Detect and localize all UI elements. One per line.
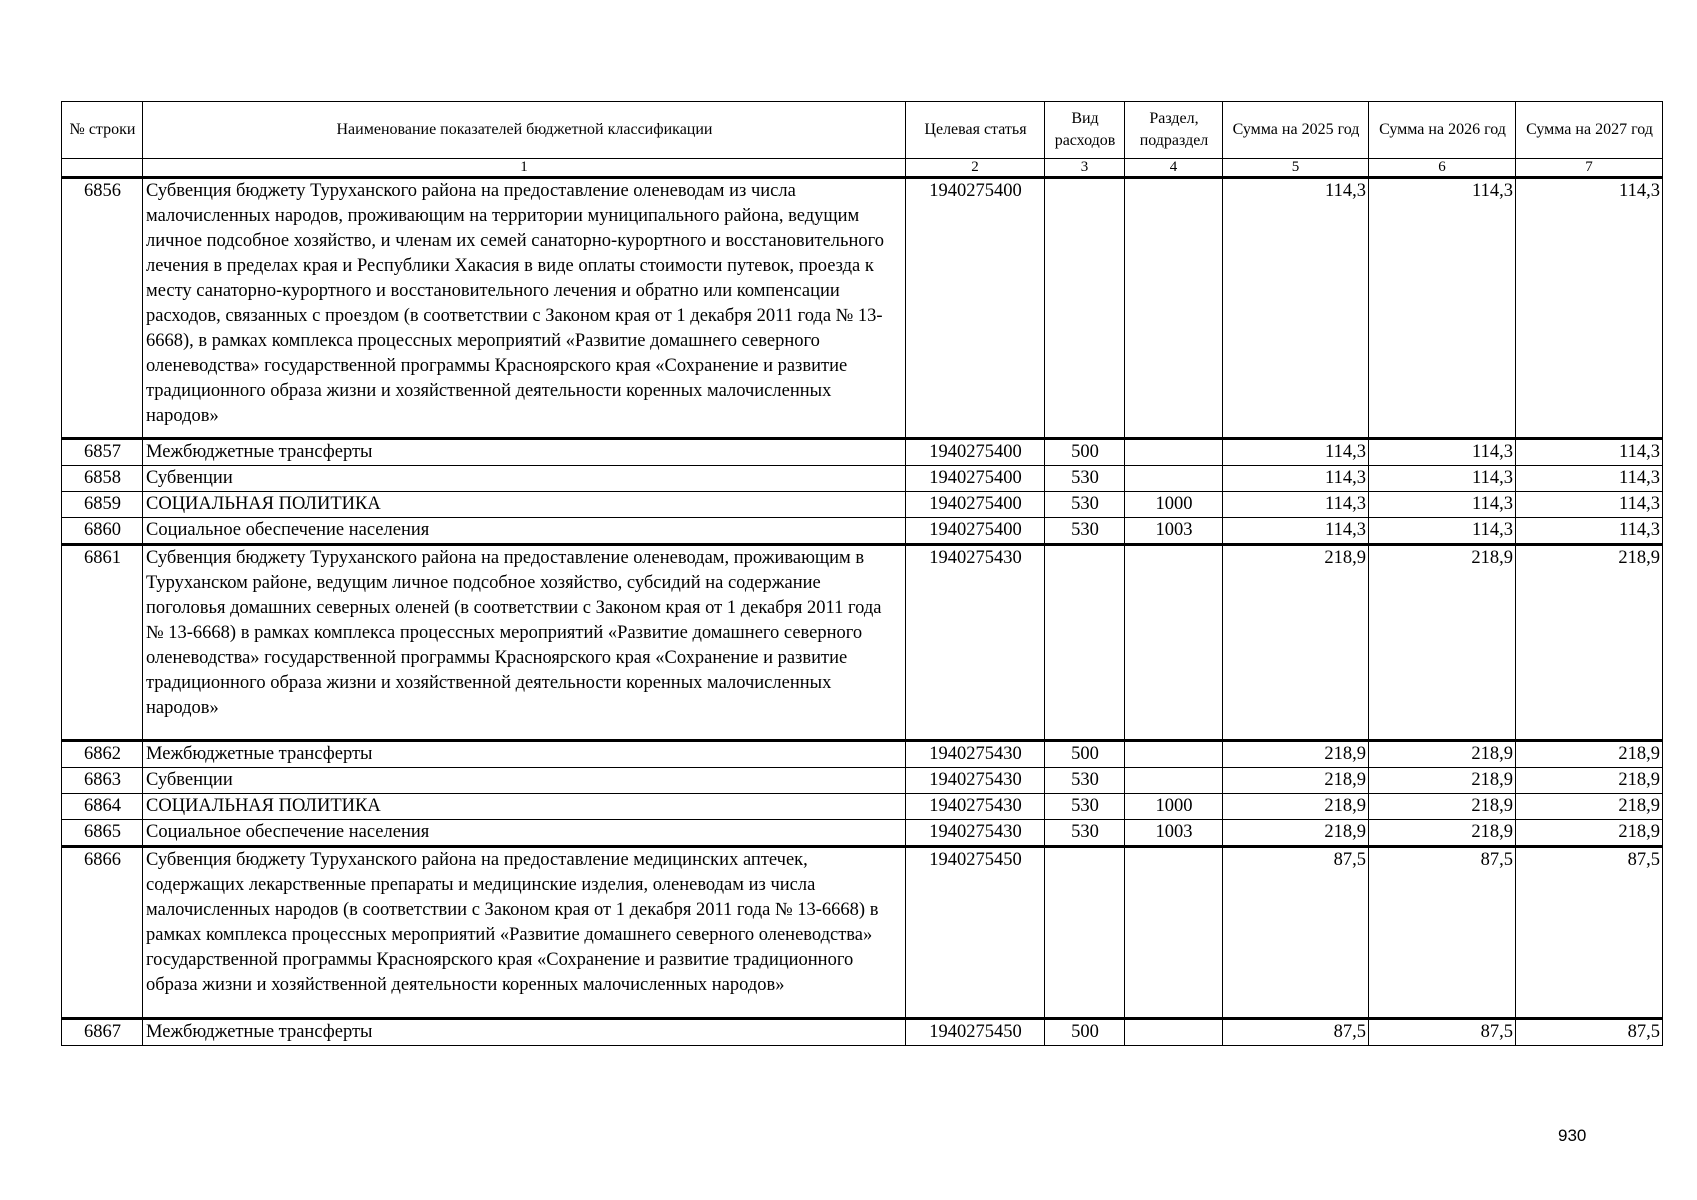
table-header: [62, 102, 1663, 178]
row-sum-2025: 218,9: [1223, 545, 1369, 741]
row-number: 6863: [62, 768, 143, 794]
row-sum-2025: 218,9: [1223, 768, 1369, 794]
row-target-code: 1940275430: [906, 768, 1045, 794]
page-number: 930: [1558, 1126, 1587, 1145]
row-sum-2025: 114,3: [1223, 518, 1369, 545]
row-sum-2027: 114,3: [1516, 492, 1663, 518]
header-target: Целевая статья: [906, 102, 1045, 159]
row-section: 1003: [1125, 820, 1223, 847]
table-row: [62, 439, 1663, 466]
row-section: [1125, 741, 1223, 768]
row-expense-type: [1045, 545, 1125, 741]
row-name: Социальное обеспечение населения: [143, 820, 906, 847]
row-target-code: 1940275400: [906, 439, 1045, 466]
table-row: [62, 820, 1663, 847]
row-name: СОЦИАЛЬНАЯ ПОЛИТИКА: [143, 794, 906, 820]
row-expense-type: 500: [1045, 741, 1125, 768]
table-row: [62, 1019, 1663, 1046]
row-section: [1125, 1019, 1223, 1046]
row-number: 6857: [62, 439, 143, 466]
table-row: [62, 545, 1663, 741]
column-number: 1: [143, 159, 906, 178]
row-target-code: 1940275400: [906, 492, 1045, 518]
row-sum-2027: 114,3: [1516, 178, 1663, 439]
row-number: 6861: [62, 545, 143, 741]
row-sum-2026: 114,3: [1369, 518, 1516, 545]
row-sum-2025: 87,5: [1223, 1019, 1369, 1046]
column-number: 4: [1125, 159, 1223, 178]
row-sum-2026: 114,3: [1369, 466, 1516, 492]
row-sum-2027: 218,9: [1516, 545, 1663, 741]
row-expense-type: 530: [1045, 820, 1125, 847]
row-section: 1003: [1125, 518, 1223, 545]
row-sum-2026: 114,3: [1369, 439, 1516, 466]
row-name: Межбюджетные трансферты: [143, 1019, 906, 1046]
table-row: [62, 768, 1663, 794]
row-sum-2026: 218,9: [1369, 545, 1516, 741]
row-name: Субвенции: [143, 768, 906, 794]
column-number: 7: [1516, 159, 1663, 178]
row-sum-2025: 218,9: [1223, 820, 1369, 847]
row-expense-type: [1045, 847, 1125, 1019]
row-number: 6862: [62, 741, 143, 768]
table-row: [62, 794, 1663, 820]
header-expense-type: Вид расходов: [1045, 102, 1125, 159]
table-row: [62, 741, 1663, 768]
row-expense-type: 530: [1045, 768, 1125, 794]
header-sum-2027: Сумма на 2027 год: [1516, 102, 1663, 159]
row-number: 6865: [62, 820, 143, 847]
row-target-code: 1940275450: [906, 1019, 1045, 1046]
row-sum-2026: 114,3: [1369, 178, 1516, 439]
table-row: [62, 847, 1663, 1019]
row-section: [1125, 466, 1223, 492]
row-sum-2027: 87,5: [1516, 847, 1663, 1019]
row-target-code: 1940275430: [906, 794, 1045, 820]
table-row: [62, 178, 1663, 439]
row-sum-2026: 114,3: [1369, 492, 1516, 518]
row-sum-2026: 218,9: [1369, 820, 1516, 847]
row-number: 6859: [62, 492, 143, 518]
row-name: Межбюджетные трансферты: [143, 439, 906, 466]
row-section: [1125, 545, 1223, 741]
column-number: 2: [906, 159, 1045, 178]
row-sum-2027: 114,3: [1516, 439, 1663, 466]
row-section: [1125, 178, 1223, 439]
row-sum-2025: 114,3: [1223, 466, 1369, 492]
row-sum-2025: 218,9: [1223, 741, 1369, 768]
row-sum-2025: 114,3: [1223, 439, 1369, 466]
row-number: 6858: [62, 466, 143, 492]
column-number: 3: [1045, 159, 1125, 178]
header-section: Раздел, подраздел: [1125, 102, 1223, 159]
row-sum-2027: 218,9: [1516, 741, 1663, 768]
row-sum-2027: 114,3: [1516, 518, 1663, 545]
row-name: Субвенции: [143, 466, 906, 492]
row-name: Субвенция бюджету Туруханского района на предоставление медицинских аптечек, содержащих лекарственные препараты и медицинские изделия, оленеводам из числа малочисленных народов (в соответствии с Законом края от 1 декабря 2011 года № 13-6668) в рамках комплекса процессных мероприятий «Развитие домашнего северного оленеводства» государственной программы Красноярского края «Сохранение и развитие традиционного образа жизни и хозяйственной деятельности коренных малочисленных народов»: [143, 847, 906, 1019]
table-row: [62, 466, 1663, 492]
row-section: [1125, 439, 1223, 466]
row-expense-type: 530: [1045, 492, 1125, 518]
header-name: Наименование показателей бюджетной классификации: [143, 102, 906, 159]
column-number: 5: [1223, 159, 1369, 178]
header-row: [62, 102, 1663, 159]
row-sum-2025: 218,9: [1223, 794, 1369, 820]
row-section: [1125, 768, 1223, 794]
row-target-code: 1940275430: [906, 545, 1045, 741]
row-target-code: 1940275400: [906, 466, 1045, 492]
row-sum-2025: 114,3: [1223, 492, 1369, 518]
row-target-code: 1940275430: [906, 741, 1045, 768]
row-number: 6864: [62, 794, 143, 820]
row-number: 6867: [62, 1019, 143, 1046]
row-sum-2026: 218,9: [1369, 768, 1516, 794]
column-number: 6: [1369, 159, 1516, 178]
header-sum-2026: Сумма на 2026 год: [1369, 102, 1516, 159]
budget-table: [61, 101, 1663, 1046]
row-expense-type: [1045, 178, 1125, 439]
row-target-code: 1940275400: [906, 518, 1045, 545]
row-number: 6860: [62, 518, 143, 545]
row-name: Субвенция бюджету Туруханского района на предоставление оленеводам из числа малочисленных народов, проживающим на территории муниципального района, ведущим личное подсобное хозяйство, и членам их семей санаторно-курортного и восстановительного лечения в пределах края и Республики Хакасия в виде оплаты стоимости путевок, проезда к месту санаторно-курортного и восстановительного лечения и обратно или компенсации расходов, связанных с проездом (в соответствии с Законом края от 1 декабря 2011 года № 13-6668), в рамках комплекса процессных мероприятий «Развитие домашнего северного оленеводства» государственной программы Красноярского края «Сохранение и развитие традиционного образа жизни и хозяйственной деятельности коренных малочисленных народов»: [143, 178, 906, 439]
row-target-code: 1940275400: [906, 178, 1045, 439]
row-expense-type: 530: [1045, 794, 1125, 820]
header-sum-2025: Сумма на 2025 год: [1223, 102, 1369, 159]
row-expense-type: 500: [1045, 1019, 1125, 1046]
row-expense-type: 530: [1045, 466, 1125, 492]
row-sum-2027: 218,9: [1516, 794, 1663, 820]
row-sum-2027: 218,9: [1516, 768, 1663, 794]
row-name: Субвенция бюджету Туруханского района на предоставление оленеводам, проживающим в Туруханском районе, ведущим личное подсобное хозяйство, субсидий на содержание поголовья домашних северных оленей (в соответствии с Законом края от 1 декабря 2011 года № 13-6668) в рамках комплекса процессных мероприятий «Развитие домашнего северного оленеводства» государственной программы Красноярского края «Сохранение и развитие традиционного образа жизни и хозяйственной деятельности коренных малочисленных народов»: [143, 545, 906, 741]
row-name: Межбюджетные трансферты: [143, 741, 906, 768]
row-number: 6866: [62, 847, 143, 1019]
row-expense-type: 530: [1045, 518, 1125, 545]
row-section: 1000: [1125, 794, 1223, 820]
table-row: [62, 518, 1663, 545]
row-section: [1125, 847, 1223, 1019]
row-sum-2026: 218,9: [1369, 741, 1516, 768]
header-row-num: № строки: [62, 102, 143, 159]
row-number: 6856: [62, 178, 143, 439]
row-sum-2025: 114,3: [1223, 178, 1369, 439]
row-section: 1000: [1125, 492, 1223, 518]
row-sum-2027: 218,9: [1516, 820, 1663, 847]
column-number-row: [62, 159, 1663, 178]
row-sum-2025: 87,5: [1223, 847, 1369, 1019]
row-sum-2026: 87,5: [1369, 1019, 1516, 1046]
table-row: [62, 492, 1663, 518]
row-name: СОЦИАЛЬНАЯ ПОЛИТИКА: [143, 492, 906, 518]
row-sum-2026: 218,9: [1369, 794, 1516, 820]
table-body: [62, 178, 1663, 1046]
row-sum-2026: 87,5: [1369, 847, 1516, 1019]
row-name: Социальное обеспечение населения: [143, 518, 906, 545]
row-expense-type: 500: [1045, 439, 1125, 466]
row-target-code: 1940275450: [906, 847, 1045, 1019]
row-sum-2027: 87,5: [1516, 1019, 1663, 1046]
row-sum-2027: 114,3: [1516, 466, 1663, 492]
column-number: [62, 159, 143, 178]
row-target-code: 1940275430: [906, 820, 1045, 847]
